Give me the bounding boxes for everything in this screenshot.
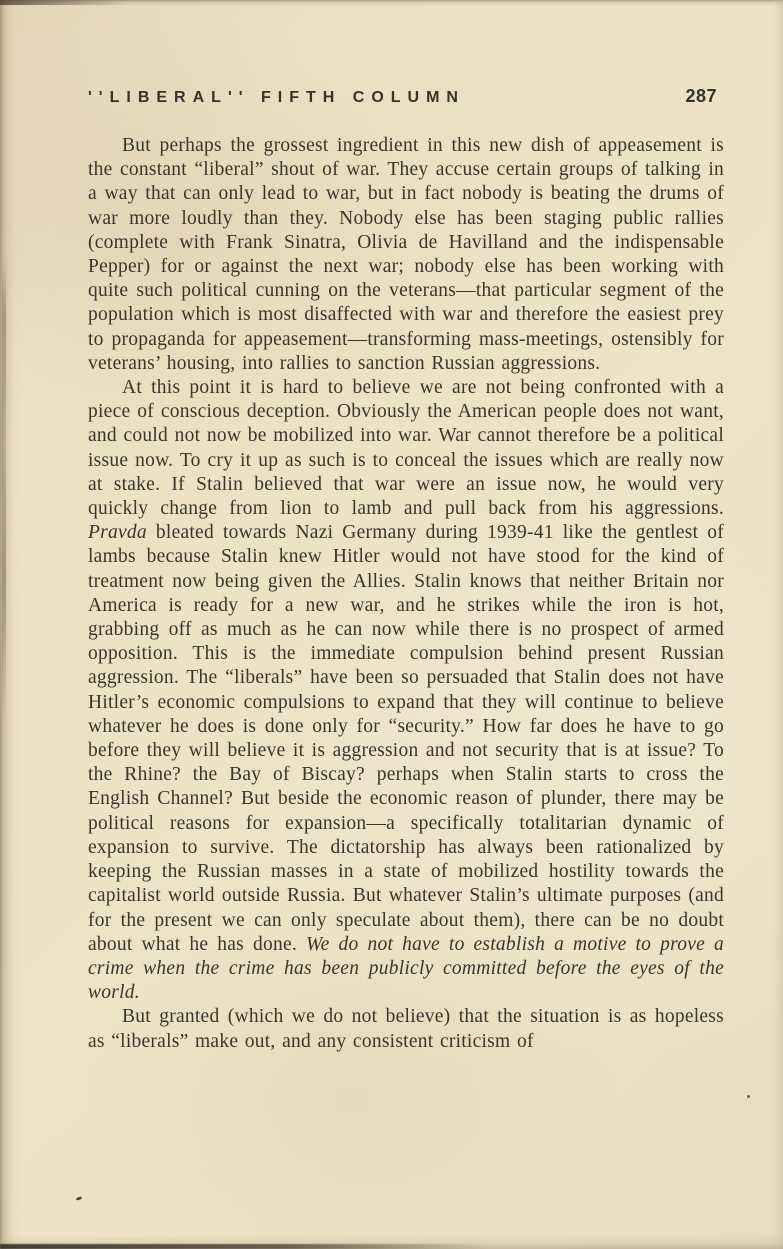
italic-text-segment: We do not have to establish a motive to prove a crime when the crime has been publicly committed before the eyes of the world. <box>88 933 724 1004</box>
chapter-title: ''LIBERAL'' FIFTH COLUMN <box>88 89 465 106</box>
text-segment: At this point it is hard to believe we are not being confronted with a piece of conscious deception. Obviously the American people does not want, and could not now be mobilized into war. War cannot therefore be a political issue now. To cry it up as such is to conceal the issues which are really now at stake. If Stalin believed that war were an issue now, he would very quickly change from lion to lamb and pull back from his aggressions. <box>88 377 724 520</box>
page-corner-top-left-shadow <box>0 0 130 5</box>
page-number: 287 <box>685 86 717 106</box>
text-segment: But granted (which we do not believe) that the situation is as hopeless as “liberals” make out, and any consistent criticism of <box>88 1006 724 1052</box>
text-block <box>88 134 724 1054</box>
page-edge-right-shadow <box>769 0 783 1249</box>
italic-text-segment: Pravda <box>88 522 147 544</box>
text-segment: bleated towards Nazi Germany during 1939-41 like the gentlest of lambs because Stalin knew Hitler would not have stood for the kind of treatment now being given the Allies. Stalin knows that neither Britain nor America is ready for a new war, and he strikes while the iron is hot, grabbing off as much as he can now while there is no prospect of armed opposition. This is the immediate compulsion behind present Russian aggression. The “liberals” have been so persuaded that Stalin does not have Hitler’s economic compulsions to expand that they will continue to believe whatever he does is done only for “security.” How far does he have to go before they will believe it is aggression and not security that is at issue? To the Rhine? the Bay of Biscay? perhaps when Stalin starts to cross the English Channel? But beside the economic reason of plunder, there may be political reasons for expansion—a specifically totalitarian dynamic of expansion to survive. The dictatorship has always been rationalized by keeping the Russian masses in a state of mobilized hostility towards the capitalist world outside Russia. But whatever Stalin’s ultimate purposes (and for the present we can only speculate about them), there can be no doubt about what he has done. <box>88 522 724 955</box>
paragraph <box>88 134 724 376</box>
text-segment: But perhaps the grossest ingredient in this new dish of appeasement is the constant “liberal” shout of war. They accuse certain groups of talking in a way that can only lead to war, but in fact nobody is beating the drums of war more loudly than they. Nobody else has been staging public rallies (complete with Frank Sinatra, Olivia de Havilland and the indispensable Pepper) for or against the next war; nobody else has been working with quite such political cunning on the veterans—that particular segment of the population which is most disaffected with war and therefore the easiest prey to propaganda for appeasement—transforming mass-meetings, ostensibly for veterans’ housing, into rallies to sanction Russian aggressions. <box>88 135 724 374</box>
running-header <box>88 86 717 107</box>
page-binding-shadow-line <box>2 260 6 720</box>
paper-speck <box>148 288 151 290</box>
paragraph <box>88 376 724 1005</box>
page-edge-bottom-dark-strip <box>0 1244 485 1249</box>
paper-mark <box>76 1196 83 1201</box>
paragraph <box>88 1005 724 1053</box>
paper-speck <box>747 1095 750 1098</box>
